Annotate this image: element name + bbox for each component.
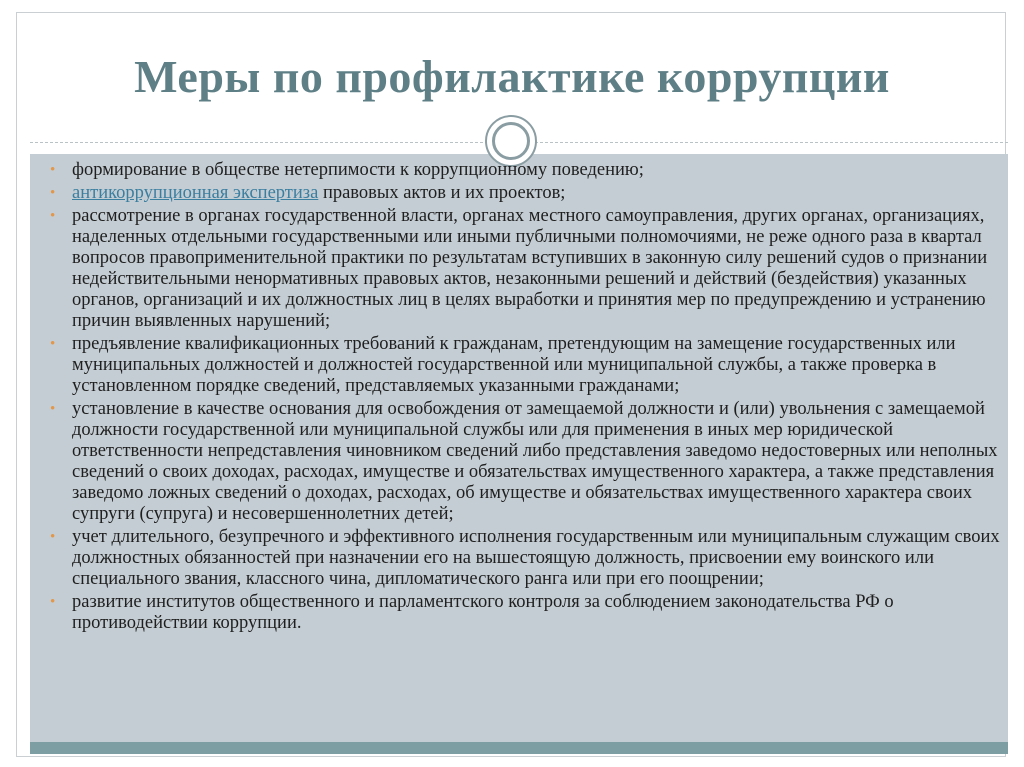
list-item: [46, 592, 1010, 634]
expertise-link[interactable]: антикоррупционная экспертиза: [72, 183, 319, 203]
circle-ornament-inner: [492, 122, 530, 160]
bullet-icon: •: [50, 401, 56, 417]
list-item-text: правовых актов и их проектов;: [318, 183, 566, 203]
list-item-text: установление в качестве основания для освобождения от замещаемой должности и (или) увольнения с замещаемой должности государственной или муниципальной службы или для применения в иных мер юридической ответственности непредставления чиновником сведений либо представления заведомо недостоверных или неполных сведений о своих доходах, расходах, имуществе и обязательствах имущественного характера, а также представления заведомо ложных сведений о доходах, расходах, об имуществе и обязательствах имущественного характера своих супруги (супруга) и несовершеннолетних детей;: [72, 399, 998, 524]
list-item-text: учет длительного, безупречного и эффективного исполнения государственным или муниципальным служащим своих должностных обязанностей при назначении его на вышестоящую должность, присвоении ему воинского или специального звания, классного чина, дипломатического ранга или при его поощрении;: [72, 527, 1000, 589]
list-item: [46, 160, 1010, 181]
list-item-text: развитие институтов общественного и парламентского контроля за соблюдением законодательства РФ о противодействии коррупции.: [72, 592, 894, 633]
bullet-icon: •: [50, 208, 56, 224]
slide-title: Меры по профилактике коррупции: [134, 51, 890, 102]
list-item-text: рассмотрение в органах государственной власти, органах местного самоуправления, других органах, организациях, наделенных отдельными государственными или иными публичными полномочиями, не реже одного раза в квартал вопросов правоприменительной практики по результатам вступивших в законную силу решений судов о признании недействительными ненормативных правовых актов, незаконными решений и действий (бездействия) указанных органов, организаций и их должностных лиц в целях выработки и принятия мер по предупреждению и устранению причин выявленных нарушений;: [72, 206, 988, 331]
list-item-text: предъявление квалификационных требований к гражданам, претендующим на замещение государственных или муниципальных должностей и должностей государственной или муниципальной службы, а также проверка в установленном порядке сведений, представляемых указанными гражданами;: [72, 334, 956, 396]
list-item: [46, 527, 1010, 590]
list-item: [46, 334, 1010, 397]
bullet-list: [46, 160, 1010, 636]
bottom-accent-bar: [30, 742, 1008, 754]
list-item-text: формирование в обществе нетерпимости к коррупционному поведению;: [72, 160, 644, 180]
list-item: [46, 399, 1010, 525]
bullet-icon: •: [50, 185, 56, 201]
bullet-icon: •: [50, 162, 56, 178]
list-item: [46, 206, 1010, 332]
list-item: [46, 183, 1010, 204]
bullet-icon: •: [50, 594, 56, 610]
bullet-icon: •: [50, 529, 56, 545]
bullet-icon: •: [50, 336, 56, 352]
